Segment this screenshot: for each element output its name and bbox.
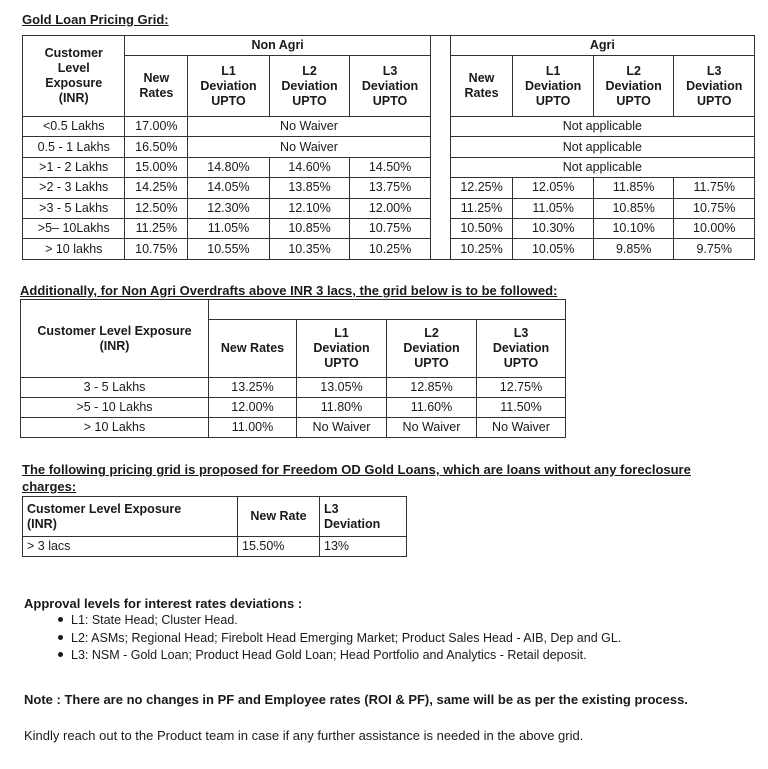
exposure-cell: > 10 Lakhs bbox=[21, 418, 209, 438]
table-row bbox=[23, 218, 755, 238]
non-agri-new-rates-header: New Rates bbox=[125, 56, 188, 117]
l1-rate: No Waiver bbox=[297, 418, 387, 438]
non-agri-overdraft-table bbox=[20, 299, 566, 438]
non-agri-l2-rate: 10.85% bbox=[269, 218, 350, 238]
agri-l2-rate: 9.85% bbox=[593, 239, 674, 259]
non-agri-l3-rate: 12.00% bbox=[350, 198, 431, 218]
l3-deviation-header: L3 Deviation bbox=[320, 497, 407, 537]
list-item: L3: NSM - Gold Loan; Product Head Gold Loan; Head Portfolio and Analytics - Retail deposit. bbox=[58, 647, 621, 665]
non-agri-new-rate: 17.00% bbox=[125, 117, 188, 137]
note-text: Note : There are no changes in PF and Employee rates (ROI & PF), same will be as per the existing process. bbox=[24, 692, 688, 707]
l2-rate: 12.85% bbox=[387, 378, 477, 398]
exposure-cell: >1 - 2 Lakhs bbox=[23, 157, 125, 177]
agri-l3-rate: 9.75% bbox=[674, 239, 755, 259]
agri-l1-rate: 11.05% bbox=[513, 198, 594, 218]
non-agri-l2-header: L2 Deviation UPTO bbox=[269, 56, 350, 117]
agri-new-rates-header: New Rates bbox=[450, 56, 513, 117]
table-row bbox=[23, 157, 755, 177]
exposure-header: Customer Level Exposure (INR) bbox=[23, 36, 125, 117]
l3-rate: 12.75% bbox=[477, 378, 566, 398]
l1-rate: 13.05% bbox=[297, 378, 387, 398]
non-agri-l3-rate: 10.25% bbox=[350, 239, 431, 259]
exposure-cell: > 10 lakhs bbox=[23, 239, 125, 259]
freedom-od-title-line1: The following pricing grid is proposed for Freedom OD Gold Loans, which are loans without any foreclosure bbox=[22, 462, 691, 477]
spacer-column bbox=[430, 36, 450, 260]
non-agri-l1-rate: 14.05% bbox=[188, 178, 270, 198]
new-rates-header: New Rates bbox=[209, 320, 297, 378]
agri-l1-rate: 10.05% bbox=[513, 239, 594, 259]
exposure-cell: 0.5 - 1 Lakhs bbox=[23, 137, 125, 157]
table-row bbox=[23, 117, 755, 137]
exposure-cell: >5– 10Lakhs bbox=[23, 218, 125, 238]
list-item: L2: ASMs; Regional Head; Firebolt Head Emerging Market; Product Sales Head - AIB, Dep and GL. bbox=[58, 630, 621, 648]
l1-header: L1 Deviation UPTO bbox=[297, 320, 387, 378]
non-agri-new-rate: 14.25% bbox=[125, 178, 188, 198]
freedom-od-table bbox=[22, 496, 407, 557]
table-row bbox=[21, 398, 566, 418]
agri-l2-rate: 10.10% bbox=[593, 218, 674, 238]
new-rate: 12.00% bbox=[209, 398, 297, 418]
l3-rate: 13% bbox=[320, 537, 407, 557]
non-agri-l3-header: L3 Deviation UPTO bbox=[350, 56, 431, 117]
non-agri-l3-rate: 13.75% bbox=[350, 178, 431, 198]
agri-l3-rate: 11.75% bbox=[674, 178, 755, 198]
non-agri-l1-rate: 11.05% bbox=[188, 218, 270, 238]
non-agri-l2-rate: 12.10% bbox=[269, 198, 350, 218]
non-agri-group-header: Non Agri bbox=[125, 36, 430, 56]
non-agri-l3-rate: 10.75% bbox=[350, 218, 431, 238]
agri-l1-rate: 12.05% bbox=[513, 178, 594, 198]
exposure-header: Customer Level Exposure (INR) bbox=[21, 300, 209, 378]
agri-l3-rate: 10.00% bbox=[674, 218, 755, 238]
overdraft-grid-title: Additionally, for Non Agri Overdrafts above INR 3 lacs, the grid below is to be followed: bbox=[20, 283, 558, 298]
agri-not-applicable: Not applicable bbox=[450, 157, 754, 177]
new-rate: 15.50% bbox=[238, 537, 320, 557]
new-rate: 13.25% bbox=[209, 378, 297, 398]
l2-rate: No Waiver bbox=[387, 418, 477, 438]
non-agri-l2-rate: 10.35% bbox=[269, 239, 350, 259]
agri-new-rate: 10.25% bbox=[450, 239, 513, 259]
agri-l1-rate: 10.30% bbox=[513, 218, 594, 238]
non-agri-l2-rate: 14.60% bbox=[269, 157, 350, 177]
agri-group-header: Agri bbox=[450, 36, 754, 56]
exposure-cell: >3 - 5 Lakhs bbox=[23, 198, 125, 218]
l1-rate: 11.80% bbox=[297, 398, 387, 418]
agri-l2-rate: 10.85% bbox=[593, 198, 674, 218]
agri-not-applicable: Not applicable bbox=[450, 137, 754, 157]
non-agri-new-rate: 12.50% bbox=[125, 198, 188, 218]
approval-levels-title: Approval levels for interest rates deviations : bbox=[24, 596, 303, 611]
non-agri-l1-header: L1 Deviation UPTO bbox=[188, 56, 270, 117]
non-agri-l1-rate: 12.30% bbox=[188, 198, 270, 218]
bullet-icon bbox=[58, 635, 63, 640]
agri-new-rate: 12.25% bbox=[450, 178, 513, 198]
non-agri-new-rate: 16.50% bbox=[125, 137, 188, 157]
new-rate: 11.00% bbox=[209, 418, 297, 438]
table-row bbox=[23, 198, 755, 218]
table-row bbox=[21, 418, 566, 438]
table-row bbox=[23, 537, 407, 557]
table-row bbox=[21, 378, 566, 398]
non-agri-no-waiver: No Waiver bbox=[188, 117, 431, 137]
exposure-cell: 3 - 5 Lakhs bbox=[21, 378, 209, 398]
agri-l1-header: L1 Deviation UPTO bbox=[513, 56, 594, 117]
table-row bbox=[23, 178, 755, 198]
exposure-cell: > 3 lacs bbox=[23, 537, 238, 557]
agri-l3-rate: 10.75% bbox=[674, 198, 755, 218]
closing-text: Kindly reach out to the Product team in case if any further assistance is needed in the above grid. bbox=[24, 728, 584, 743]
l2-header: L2 Deviation UPTO bbox=[387, 320, 477, 378]
gold-loan-grid-title: Gold Loan Pricing Grid: bbox=[22, 12, 169, 27]
freedom-od-title-line2: charges: bbox=[22, 479, 77, 494]
l3-rate: No Waiver bbox=[477, 418, 566, 438]
non-agri-l3-rate: 14.50% bbox=[350, 157, 431, 177]
table-row bbox=[23, 137, 755, 157]
non-agri-l1-rate: 14.80% bbox=[188, 157, 270, 177]
agri-not-applicable: Not applicable bbox=[450, 117, 754, 137]
agri-new-rate: 11.25% bbox=[450, 198, 513, 218]
bullet-icon bbox=[58, 652, 63, 657]
agri-new-rate: 10.50% bbox=[450, 218, 513, 238]
gold-loan-pricing-table bbox=[22, 35, 755, 260]
exposure-header: Customer Level Exposure (INR) bbox=[23, 497, 238, 537]
l2-rate: 11.60% bbox=[387, 398, 477, 418]
non-agri-new-rate: 10.75% bbox=[125, 239, 188, 259]
l3-rate: 11.50% bbox=[477, 398, 566, 418]
non-agri-l2-rate: 13.85% bbox=[269, 178, 350, 198]
non-agri-new-rate: 15.00% bbox=[125, 157, 188, 177]
exposure-cell: <0.5 Lakhs bbox=[23, 117, 125, 137]
exposure-cell: >5 - 10 Lakhs bbox=[21, 398, 209, 418]
list-item: L1: State Head; Cluster Head. bbox=[58, 612, 621, 630]
agri-l3-header: L3 Deviation UPTO bbox=[674, 56, 755, 117]
new-rate-header: New Rate bbox=[238, 497, 320, 537]
exposure-cell: >2 - 3 Lakhs bbox=[23, 178, 125, 198]
non-agri-new-rate: 11.25% bbox=[125, 218, 188, 238]
non-agri-no-waiver: No Waiver bbox=[188, 137, 431, 157]
non-agri-l1-rate: 10.55% bbox=[188, 239, 270, 259]
bullet-icon bbox=[58, 617, 63, 622]
approval-levels-list bbox=[58, 612, 621, 665]
blank-group-header bbox=[209, 300, 566, 320]
table-row bbox=[23, 239, 755, 259]
agri-l2-header: L2 Deviation UPTO bbox=[593, 56, 674, 117]
l3-header: L3 Deviation UPTO bbox=[477, 320, 566, 378]
agri-l2-rate: 11.85% bbox=[593, 178, 674, 198]
